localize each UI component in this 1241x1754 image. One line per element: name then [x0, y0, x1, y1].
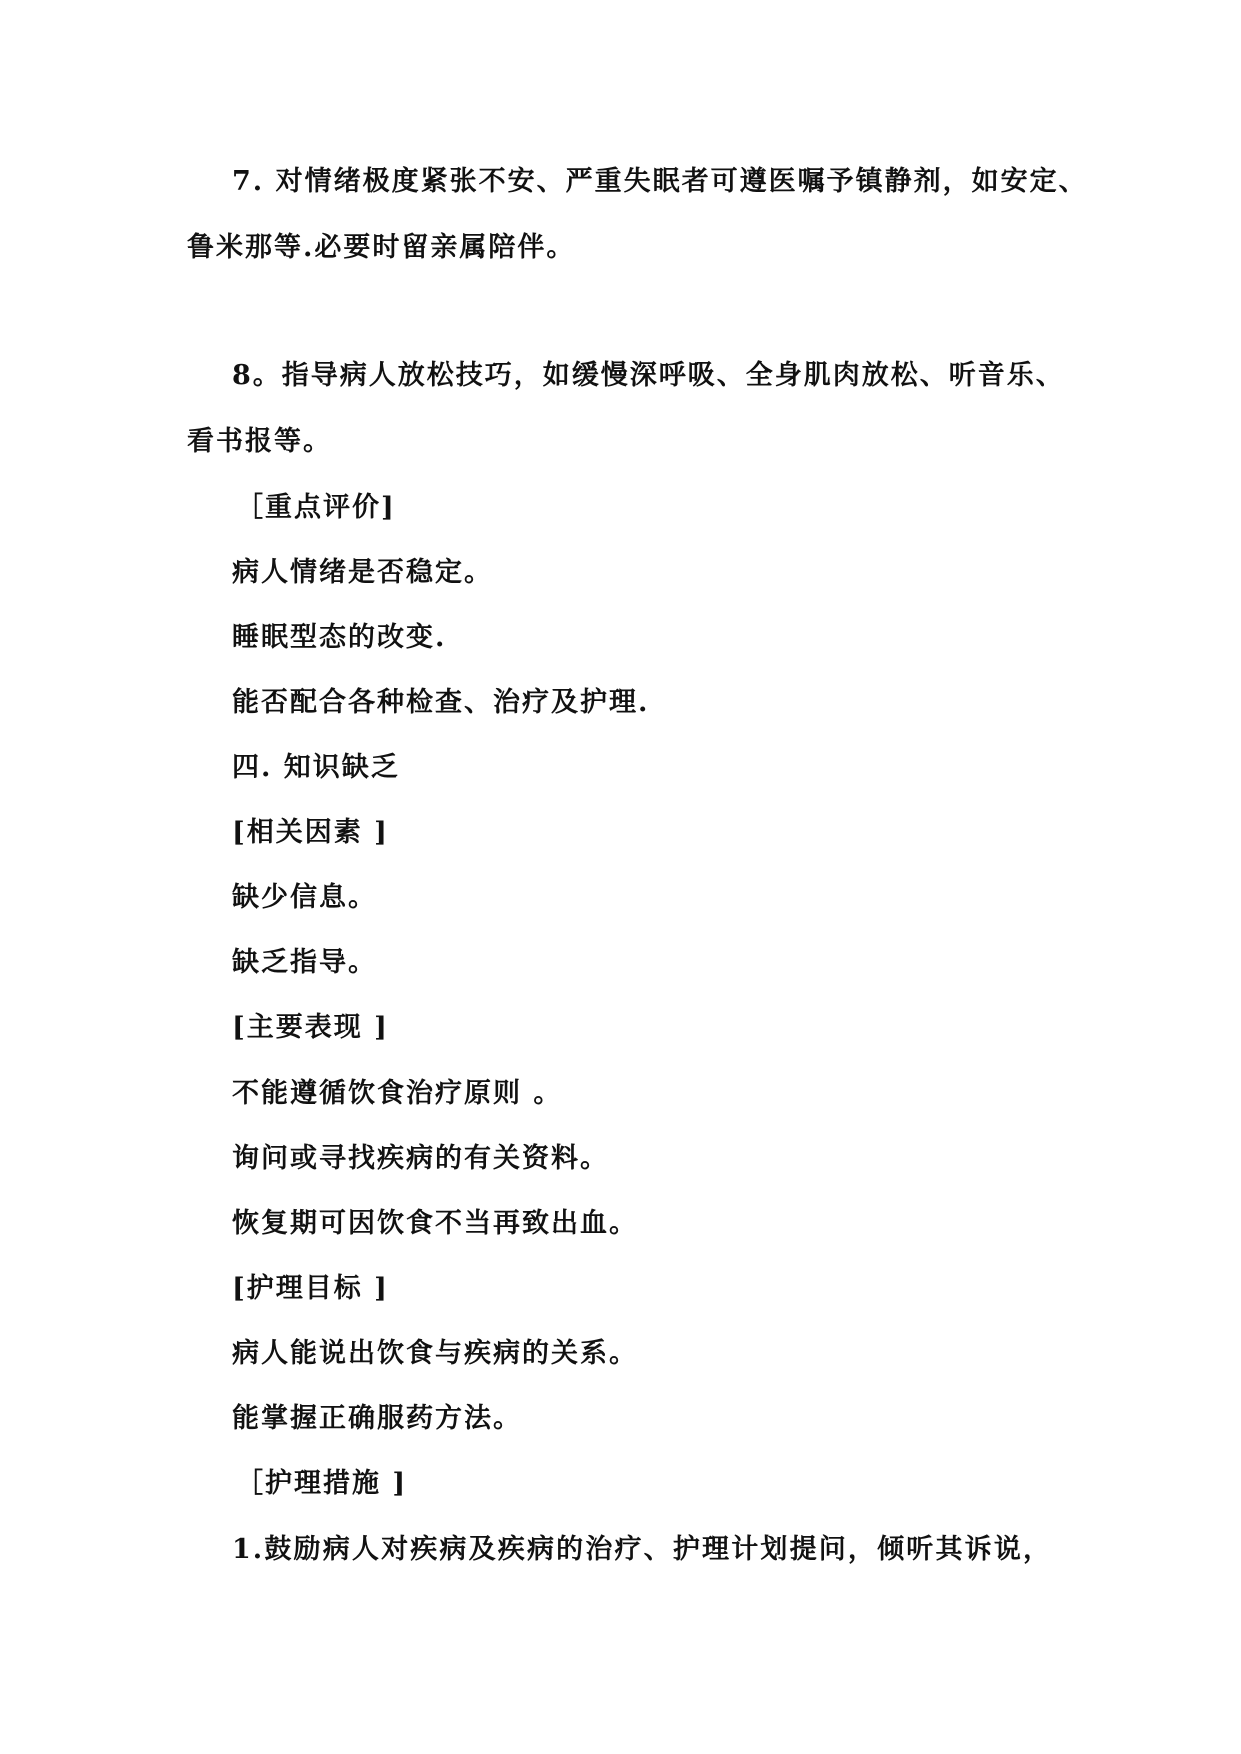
text-line-7: 睡眠型态的改变. [232, 622, 447, 653]
text-line-14: 不能遵循饮食治疗原则 。 [232, 1078, 563, 1109]
text-line-19: 能掌握正确服药方法。 [232, 1403, 522, 1434]
text-line-15: 询问或寻找疾病的有关资料。 [232, 1143, 609, 1174]
text-line-3: 8。指导病人放松技巧，如缓慢深呼吸、全身肌肉放松、听音乐、 [232, 360, 1065, 391]
text-line-1: 7. 对情绪极度紧张不安、严重失眠者可遵医嘱予镇静剂，如安定、 [232, 166, 1088, 197]
section-heading-knowledge-deficit: 四. 知识缺乏 [232, 752, 400, 783]
section-heading-related-factors: [相关因素 ] [232, 817, 389, 848]
section-heading-nursing-goals: [护理目标 ] [232, 1273, 389, 1304]
text-line-16: 恢复期可因饮食不当再致出血。 [232, 1208, 638, 1239]
section-heading-main-manifestations: [主要表现 ] [232, 1012, 389, 1043]
text-line-6: 病人情绪是否稳定。 [232, 557, 493, 588]
text-line-18: 病人能说出饮食与疾病的关系。 [232, 1338, 638, 1369]
section-heading-nursing-measures: ［护理措施 ] [236, 1468, 408, 1499]
text-line-21: 1.鼓励病人对疾病及疾病的治疗、护理计划提问，倾听其诉说， [232, 1534, 1052, 1565]
section-heading-evaluation: ［重点评价] [236, 492, 396, 523]
text-line-8: 能否配合各种检查、治疗及护理. [232, 687, 650, 718]
text-line-2: 鲁米那等.必要时留亲属陪伴。 [187, 232, 576, 263]
text-line-12: 缺乏指导。 [232, 947, 377, 978]
text-line-4: 看书报等。 [187, 426, 332, 457]
text-line-11: 缺少信息。 [232, 882, 377, 913]
